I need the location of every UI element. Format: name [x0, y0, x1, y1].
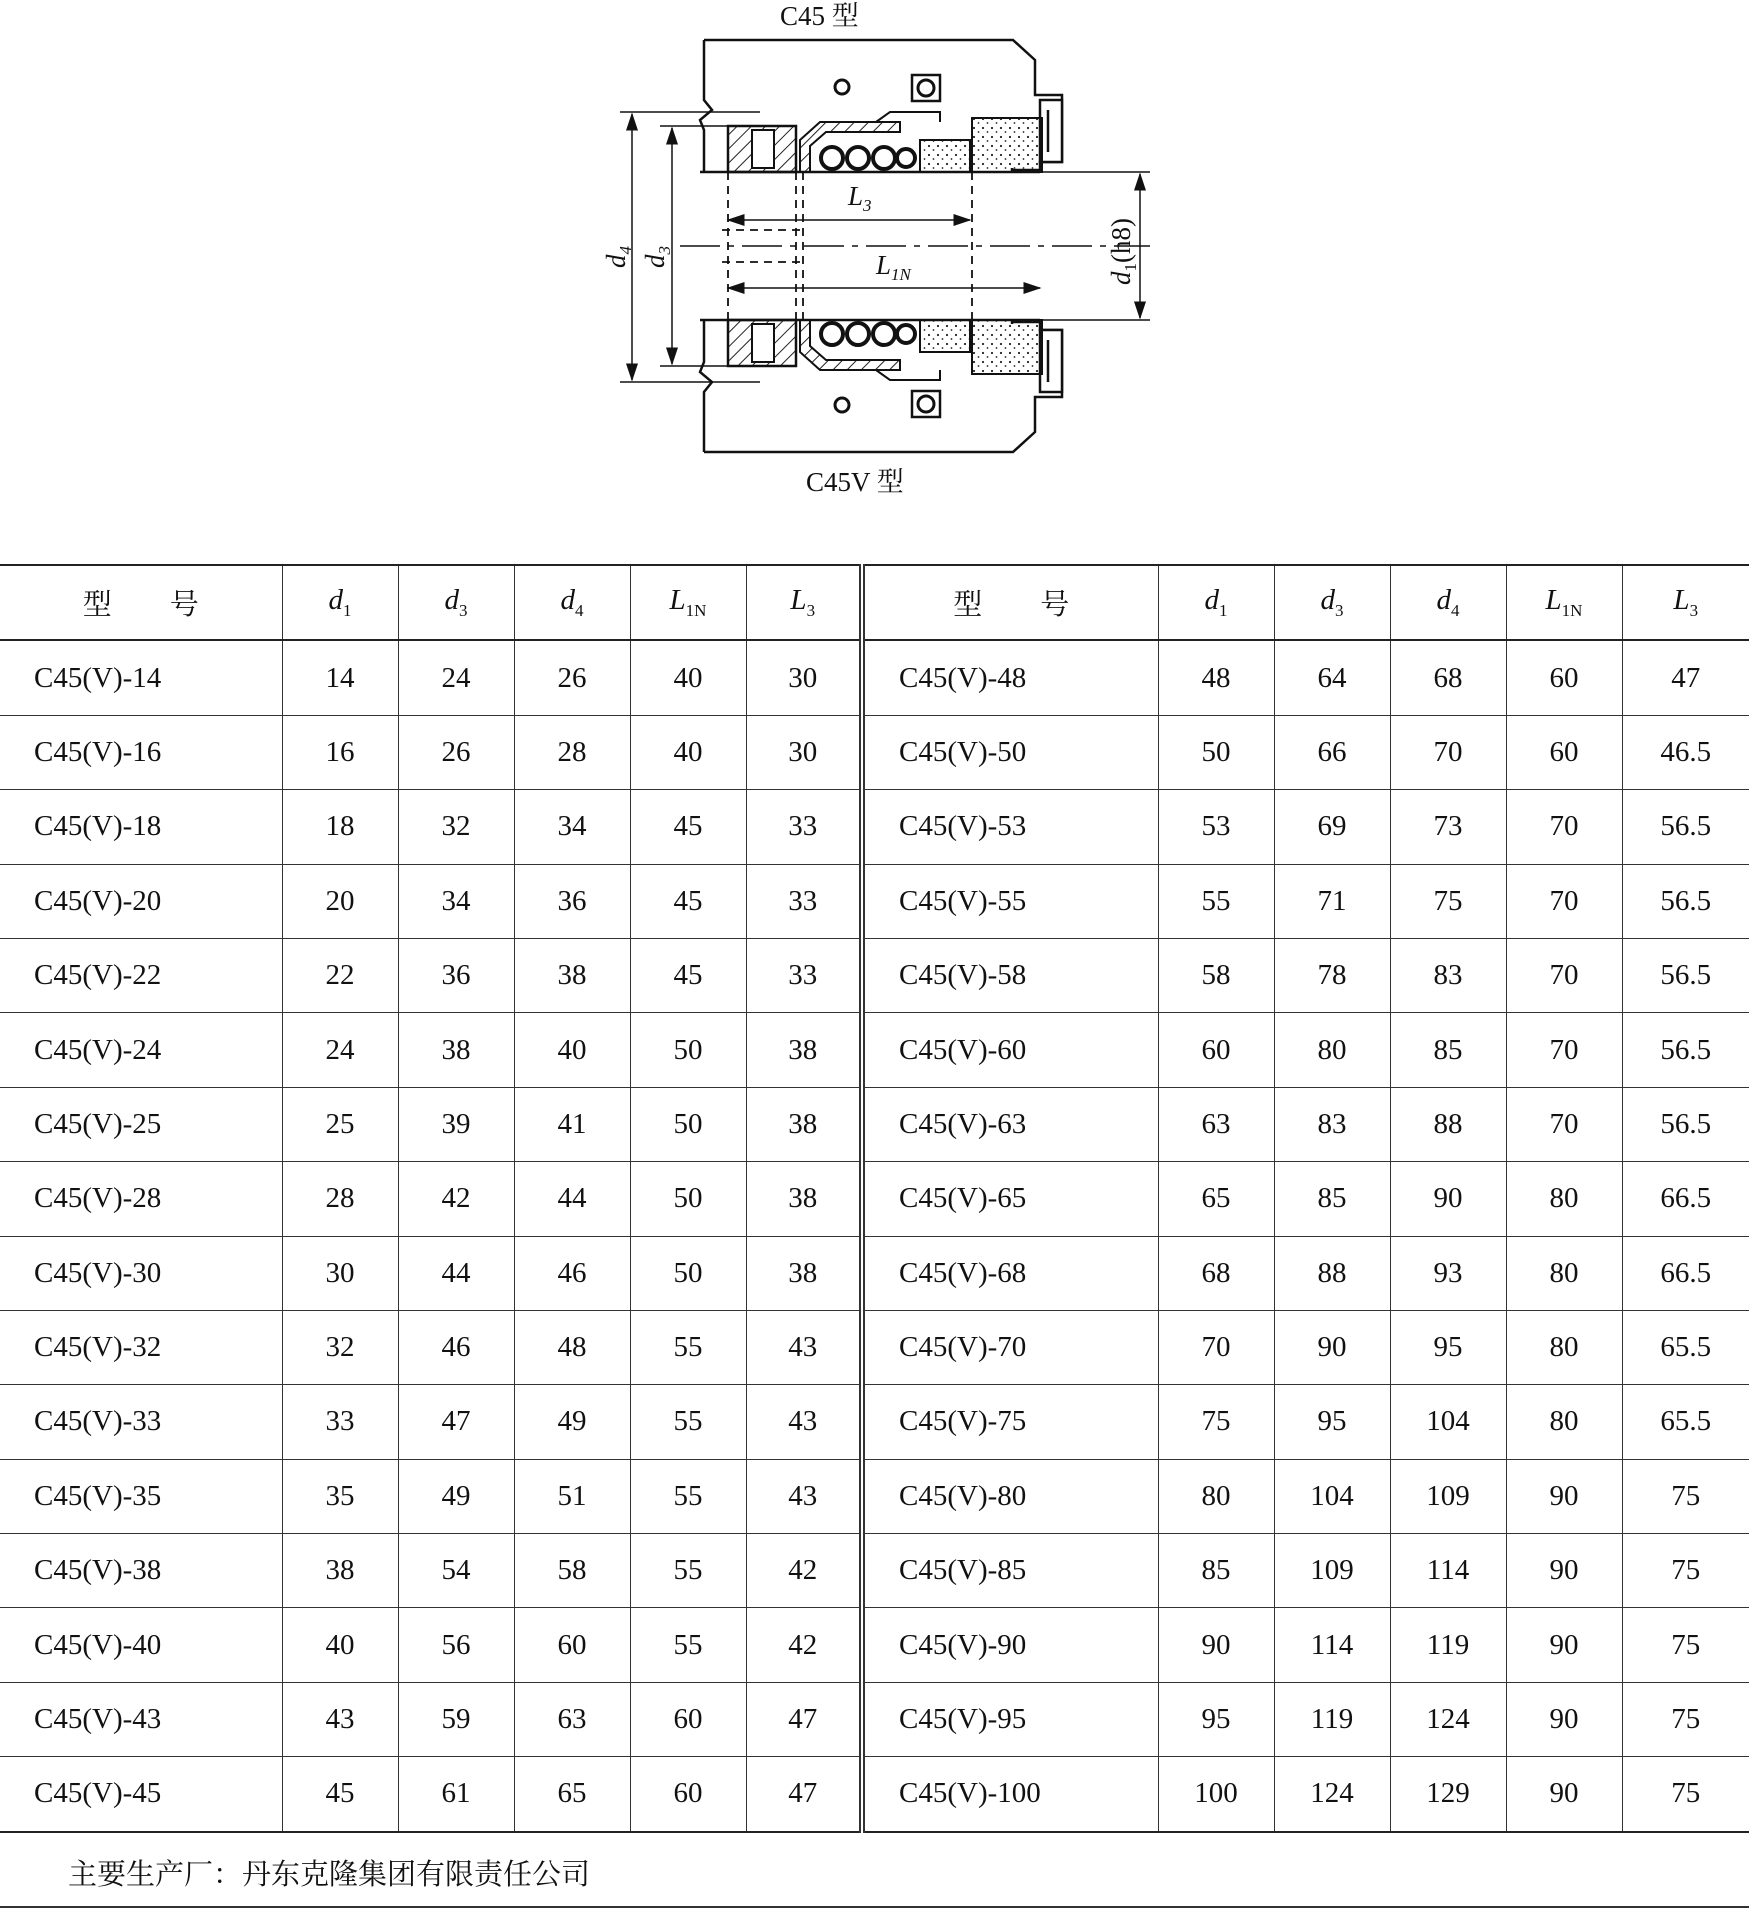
model-cell: C45(V)-24 — [0, 1013, 282, 1087]
value-cell: 20 — [282, 864, 398, 938]
label-L1N: $L_{1N}$ — [876, 250, 911, 284]
value-cell: 90 — [1506, 1757, 1622, 1832]
value-cell: 90 — [1158, 1608, 1274, 1682]
value-cell: 35 — [282, 1459, 398, 1533]
value-cell: 43 — [746, 1459, 862, 1533]
label-d3: $d_3$ — [640, 246, 674, 268]
value-cell: 46.5 — [1622, 715, 1749, 789]
header-L3-right: $L_3$ — [1622, 565, 1749, 640]
value-cell: 80 — [1506, 1162, 1622, 1236]
model-cell: C45(V)-65 — [862, 1162, 1158, 1236]
value-cell: 33 — [282, 1385, 398, 1459]
value-cell: 65.5 — [1622, 1385, 1749, 1459]
model-cell: C45(V)-28 — [0, 1162, 282, 1236]
table-row — [0, 1162, 1749, 1236]
table-row — [0, 1385, 1749, 1459]
value-cell: 70 — [1390, 715, 1506, 789]
table-header-row — [0, 565, 1749, 640]
value-cell: 32 — [282, 1310, 398, 1384]
seal-unit-lower — [728, 320, 1042, 380]
model-cell: C45(V)-40 — [0, 1608, 282, 1682]
model-cell: C45(V)-30 — [0, 1236, 282, 1310]
value-cell: 42 — [746, 1608, 862, 1682]
value-cell: 33 — [746, 790, 862, 864]
value-cell: 68 — [1390, 640, 1506, 715]
bottom-rule — [0, 1906, 1749, 1908]
value-cell: 55 — [630, 1385, 746, 1459]
model-cell: C45(V)-22 — [0, 938, 282, 1012]
shaft — [680, 172, 1150, 320]
value-cell: 66.5 — [1622, 1162, 1749, 1236]
value-cell: 80 — [1506, 1385, 1622, 1459]
value-cell: 60 — [630, 1682, 746, 1756]
value-cell: 63 — [514, 1682, 630, 1756]
value-cell: 39 — [398, 1087, 514, 1161]
value-cell: 45 — [630, 938, 746, 1012]
value-cell: 41 — [514, 1087, 630, 1161]
model-cell: C45(V)-70 — [862, 1310, 1158, 1384]
table-row — [0, 1310, 1749, 1384]
value-cell: 104 — [1390, 1385, 1506, 1459]
value-cell: 24 — [282, 1013, 398, 1087]
value-cell: 68 — [1158, 1236, 1274, 1310]
header-d1: $d_1$ — [282, 565, 398, 640]
value-cell: 109 — [1390, 1459, 1506, 1533]
value-cell: 85 — [1274, 1162, 1390, 1236]
value-cell: 70 — [1506, 864, 1622, 938]
model-cell: C45(V)-50 — [862, 715, 1158, 789]
value-cell: 75 — [1390, 864, 1506, 938]
model-cell: C45(V)-20 — [0, 864, 282, 938]
diagram-title-bottom: C45V 型 — [806, 467, 904, 497]
header-d3-right: $d_3$ — [1274, 565, 1390, 640]
value-cell: 90 — [1506, 1459, 1622, 1533]
value-cell: 55 — [630, 1608, 746, 1682]
value-cell: 49 — [398, 1459, 514, 1533]
value-cell: 48 — [1158, 640, 1274, 715]
value-cell: 66 — [1274, 715, 1390, 789]
value-cell: 40 — [514, 1013, 630, 1087]
value-cell: 18 — [282, 790, 398, 864]
value-cell: 90 — [1506, 1608, 1622, 1682]
value-cell: 16 — [282, 715, 398, 789]
value-cell: 85 — [1390, 1013, 1506, 1087]
value-cell: 26 — [514, 640, 630, 715]
value-cell: 75 — [1622, 1682, 1749, 1756]
value-cell: 50 — [630, 1087, 746, 1161]
value-cell: 45 — [630, 864, 746, 938]
value-cell: 75 — [1622, 1459, 1749, 1533]
value-cell: 47 — [746, 1757, 862, 1832]
value-cell: 45 — [630, 790, 746, 864]
value-cell: 70 — [1158, 1310, 1274, 1384]
value-cell: 114 — [1274, 1608, 1390, 1682]
value-cell: 70 — [1506, 1013, 1622, 1087]
model-cell: C45(V)-80 — [862, 1459, 1158, 1533]
seal-unit-upper — [728, 112, 1042, 172]
value-cell: 42 — [746, 1534, 862, 1608]
value-cell: 70 — [1506, 938, 1622, 1012]
value-cell: 30 — [746, 715, 862, 789]
model-cell: C45(V)-45 — [0, 1757, 282, 1832]
value-cell: 56.5 — [1622, 864, 1749, 938]
table-row — [0, 1682, 1749, 1756]
value-cell: 95 — [1158, 1682, 1274, 1756]
value-cell: 14 — [282, 640, 398, 715]
value-cell: 38 — [282, 1534, 398, 1608]
value-cell: 59 — [398, 1682, 514, 1756]
value-cell: 119 — [1274, 1682, 1390, 1756]
table-row — [0, 1534, 1749, 1608]
value-cell: 80 — [1506, 1236, 1622, 1310]
value-cell: 58 — [1158, 938, 1274, 1012]
table-row — [0, 640, 1749, 715]
table-row — [0, 1236, 1749, 1310]
value-cell: 47 — [1622, 640, 1749, 715]
value-cell: 25 — [282, 1087, 398, 1161]
value-cell: 30 — [282, 1236, 398, 1310]
model-cell: C45(V)-32 — [0, 1310, 282, 1384]
value-cell: 50 — [630, 1162, 746, 1236]
value-cell: 55 — [630, 1459, 746, 1533]
header-model: 型 号 — [0, 565, 282, 640]
value-cell: 75 — [1622, 1534, 1749, 1608]
value-cell: 38 — [746, 1087, 862, 1161]
value-cell: 55 — [630, 1310, 746, 1384]
spec-table — [0, 564, 1749, 1833]
value-cell: 95 — [1390, 1310, 1506, 1384]
table-row — [0, 790, 1749, 864]
model-cell: C45(V)-38 — [0, 1534, 282, 1608]
value-cell: 85 — [1158, 1534, 1274, 1608]
value-cell: 38 — [746, 1162, 862, 1236]
value-cell: 100 — [1158, 1757, 1274, 1832]
value-cell: 104 — [1274, 1459, 1390, 1533]
value-cell: 60 — [1158, 1013, 1274, 1087]
value-cell: 114 — [1390, 1534, 1506, 1608]
model-cell: C45(V)-95 — [862, 1682, 1158, 1756]
label-d4: $d_4$ — [601, 246, 635, 268]
model-cell: C45(V)-33 — [0, 1385, 282, 1459]
value-cell: 43 — [282, 1682, 398, 1756]
value-cell: 90 — [1390, 1162, 1506, 1236]
header-d4: $d_4$ — [514, 565, 630, 640]
model-cell: C45(V)-58 — [862, 938, 1158, 1012]
value-cell: 50 — [1158, 715, 1274, 789]
value-cell: 38 — [746, 1236, 862, 1310]
value-cell: 43 — [746, 1385, 862, 1459]
value-cell: 60 — [630, 1757, 746, 1832]
value-cell: 90 — [1506, 1534, 1622, 1608]
model-cell: C45(V)-35 — [0, 1459, 282, 1533]
header-model-right: 型 号 — [862, 565, 1158, 640]
value-cell: 75 — [1622, 1608, 1749, 1682]
value-cell: 56 — [398, 1608, 514, 1682]
model-cell: C45(V)-100 — [862, 1757, 1158, 1832]
model-cell: C45(V)-90 — [862, 1608, 1158, 1682]
header-d3: $d_3$ — [398, 565, 514, 640]
value-cell: 80 — [1274, 1013, 1390, 1087]
value-cell: 45 — [282, 1757, 398, 1832]
model-cell: C45(V)-25 — [0, 1087, 282, 1161]
value-cell: 65 — [514, 1757, 630, 1832]
table-row — [0, 1459, 1749, 1533]
value-cell: 56.5 — [1622, 790, 1749, 864]
model-cell: C45(V)-60 — [862, 1013, 1158, 1087]
model-cell: C45(V)-16 — [0, 715, 282, 789]
value-cell: 60 — [1506, 715, 1622, 789]
value-cell: 30 — [746, 640, 862, 715]
value-cell: 73 — [1390, 790, 1506, 864]
model-cell: C45(V)-18 — [0, 790, 282, 864]
value-cell: 48 — [514, 1310, 630, 1384]
value-cell: 24 — [398, 640, 514, 715]
table-row — [0, 1013, 1749, 1087]
value-cell: 50 — [630, 1236, 746, 1310]
value-cell: 56.5 — [1622, 1013, 1749, 1087]
value-cell: 53 — [1158, 790, 1274, 864]
value-cell: 40 — [282, 1608, 398, 1682]
table-row — [0, 1608, 1749, 1682]
header-L3: $L_3$ — [746, 565, 862, 640]
value-cell: 95 — [1274, 1385, 1390, 1459]
value-cell: 38 — [746, 1013, 862, 1087]
value-cell: 75 — [1158, 1385, 1274, 1459]
value-cell: 34 — [398, 864, 514, 938]
value-cell: 43 — [746, 1310, 862, 1384]
value-cell: 22 — [282, 938, 398, 1012]
model-cell: C45(V)-14 — [0, 640, 282, 715]
table-row — [0, 715, 1749, 789]
value-cell: 54 — [398, 1534, 514, 1608]
value-cell: 109 — [1274, 1534, 1390, 1608]
value-cell: 64 — [1274, 640, 1390, 715]
value-cell: 80 — [1506, 1310, 1622, 1384]
value-cell: 46 — [398, 1310, 514, 1384]
value-cell: 60 — [514, 1608, 630, 1682]
value-cell: 65.5 — [1622, 1310, 1749, 1384]
value-cell: 47 — [398, 1385, 514, 1459]
table-row — [0, 1087, 1749, 1161]
value-cell: 63 — [1158, 1087, 1274, 1161]
value-cell: 56.5 — [1622, 938, 1749, 1012]
model-cell: C45(V)-48 — [862, 640, 1158, 715]
table-body — [0, 640, 1749, 1831]
value-cell: 88 — [1274, 1236, 1390, 1310]
value-cell: 50 — [630, 1013, 746, 1087]
value-cell: 61 — [398, 1757, 514, 1832]
value-cell: 38 — [514, 938, 630, 1012]
value-cell: 34 — [514, 790, 630, 864]
value-cell: 42 — [398, 1162, 514, 1236]
value-cell: 51 — [514, 1459, 630, 1533]
value-cell: 40 — [630, 715, 746, 789]
value-cell: 28 — [514, 715, 630, 789]
value-cell: 93 — [1390, 1236, 1506, 1310]
header-L1N: $L_{1N}$ — [630, 565, 746, 640]
header-L1N-right: $L_{1N}$ — [1506, 565, 1622, 640]
value-cell: 90 — [1506, 1682, 1622, 1756]
value-cell: 38 — [398, 1013, 514, 1087]
table-row — [0, 864, 1749, 938]
table-row — [0, 1757, 1749, 1832]
value-cell: 70 — [1506, 1087, 1622, 1161]
value-cell: 55 — [1158, 864, 1274, 938]
table-row — [0, 938, 1749, 1012]
value-cell: 69 — [1274, 790, 1390, 864]
value-cell: 55 — [630, 1534, 746, 1608]
value-cell: 33 — [746, 938, 862, 1012]
value-cell: 124 — [1274, 1757, 1390, 1832]
value-cell: 44 — [514, 1162, 630, 1236]
value-cell: 60 — [1506, 640, 1622, 715]
value-cell: 83 — [1274, 1087, 1390, 1161]
value-cell: 49 — [514, 1385, 630, 1459]
value-cell: 119 — [1390, 1608, 1506, 1682]
value-cell: 26 — [398, 715, 514, 789]
value-cell: 33 — [746, 864, 862, 938]
value-cell: 47 — [746, 1682, 862, 1756]
label-L3: $L_3$ — [848, 181, 872, 215]
diagram-title-top: C45 型 — [780, 1, 859, 31]
model-cell: C45(V)-55 — [862, 864, 1158, 938]
value-cell: 66.5 — [1622, 1236, 1749, 1310]
value-cell: 70 — [1506, 790, 1622, 864]
value-cell: 32 — [398, 790, 514, 864]
value-cell: 65 — [1158, 1162, 1274, 1236]
model-cell: C45(V)-63 — [862, 1087, 1158, 1161]
value-cell: 36 — [398, 938, 514, 1012]
manufacturer-note: 主要生产厂：丹东克隆集团有限责任公司 — [68, 1857, 591, 1891]
value-cell: 58 — [514, 1534, 630, 1608]
model-cell: C45(V)-68 — [862, 1236, 1158, 1310]
value-cell: 28 — [282, 1162, 398, 1236]
value-cell: 88 — [1390, 1087, 1506, 1161]
value-cell: 80 — [1158, 1459, 1274, 1533]
model-cell: C45(V)-43 — [0, 1682, 282, 1756]
value-cell: 90 — [1274, 1310, 1390, 1384]
model-cell: C45(V)-85 — [862, 1534, 1158, 1608]
value-cell: 78 — [1274, 938, 1390, 1012]
value-cell: 83 — [1390, 938, 1506, 1012]
model-cell: C45(V)-75 — [862, 1385, 1158, 1459]
value-cell: 44 — [398, 1236, 514, 1310]
value-cell: 75 — [1622, 1757, 1749, 1832]
value-cell: 40 — [630, 640, 746, 715]
seal-cross-section-diagram — [0, 0, 1749, 520]
value-cell: 36 — [514, 864, 630, 938]
model-cell: C45(V)-53 — [862, 790, 1158, 864]
value-cell: 71 — [1274, 864, 1390, 938]
value-cell: 46 — [514, 1236, 630, 1310]
label-d1-h8: $d_1(h8)$ — [1106, 218, 1140, 285]
value-cell: 56.5 — [1622, 1087, 1749, 1161]
header-d4-right: $d_4$ — [1390, 565, 1506, 640]
value-cell: 124 — [1390, 1682, 1506, 1756]
header-d1-right: $d_1$ — [1158, 565, 1274, 640]
value-cell: 129 — [1390, 1757, 1506, 1832]
